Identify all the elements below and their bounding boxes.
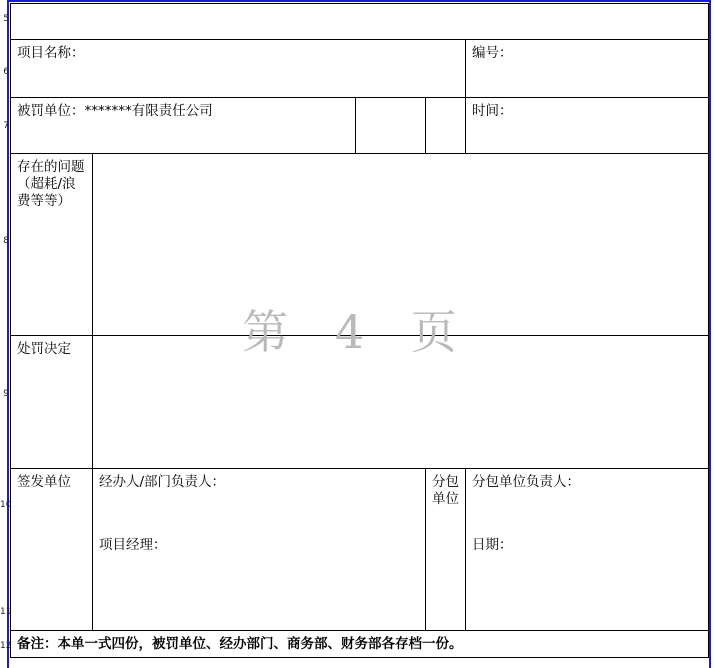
row-number: 5	[3, 14, 9, 24]
table-row-title	[11, 4, 709, 40]
date-label: 日期：	[472, 537, 513, 553]
punished-unit-spacer-2[interactable]	[426, 98, 466, 154]
handler-cell[interactable]	[93, 469, 426, 631]
handler-label: 经办人/部门负责人：	[99, 474, 226, 490]
number-label[interactable]: 编号：	[466, 40, 709, 98]
project-manager-label: 项目经理：	[99, 537, 167, 553]
decision-content[interactable]	[93, 336, 709, 469]
problem-content[interactable]	[93, 154, 709, 336]
subcontract-cell[interactable]	[466, 469, 709, 631]
project-name-label[interactable]: 项目名称：	[11, 40, 466, 98]
row-number: 11	[0, 607, 12, 617]
table-row-punished-unit	[11, 98, 709, 154]
row-number: 9	[3, 389, 9, 399]
page-watermark: 第 4 页	[242, 305, 473, 359]
time-label[interactable]: 时间：	[466, 98, 709, 154]
punished-unit-spacer-1[interactable]	[356, 98, 426, 154]
table-row-project	[11, 40, 709, 98]
table-row-signature	[11, 469, 709, 631]
table-row-decision	[11, 336, 709, 469]
row-number: 10	[0, 500, 12, 510]
problem-label: 存在的问题（超耗/浪费等等）	[11, 154, 93, 336]
issue-unit-label: 签发单位	[11, 469, 93, 631]
punished-unit-cell[interactable]	[11, 98, 356, 154]
fine-notice-table	[10, 3, 709, 658]
subcontract-unit-label: 分包单位	[426, 469, 466, 631]
table-row-remark	[11, 631, 709, 658]
row-number: 12	[0, 641, 12, 651]
remark-text: 备注：本单一式四份，被罚单位、经办部门、商务部、财务部各存档一份。	[11, 631, 709, 658]
row-number-gutter	[0, 0, 12, 668]
decision-label: 处罚决定	[11, 336, 93, 469]
subcontract-leader-label: 分包单位负责人：	[472, 474, 580, 490]
page-title	[11, 4, 709, 40]
row-number: 6	[3, 67, 9, 77]
row-number: 8	[3, 236, 9, 246]
punished-unit-text: 被罚单位：*******有限责任公司	[17, 103, 213, 119]
table-row-problem	[11, 154, 709, 336]
row-number: 7	[3, 121, 9, 131]
